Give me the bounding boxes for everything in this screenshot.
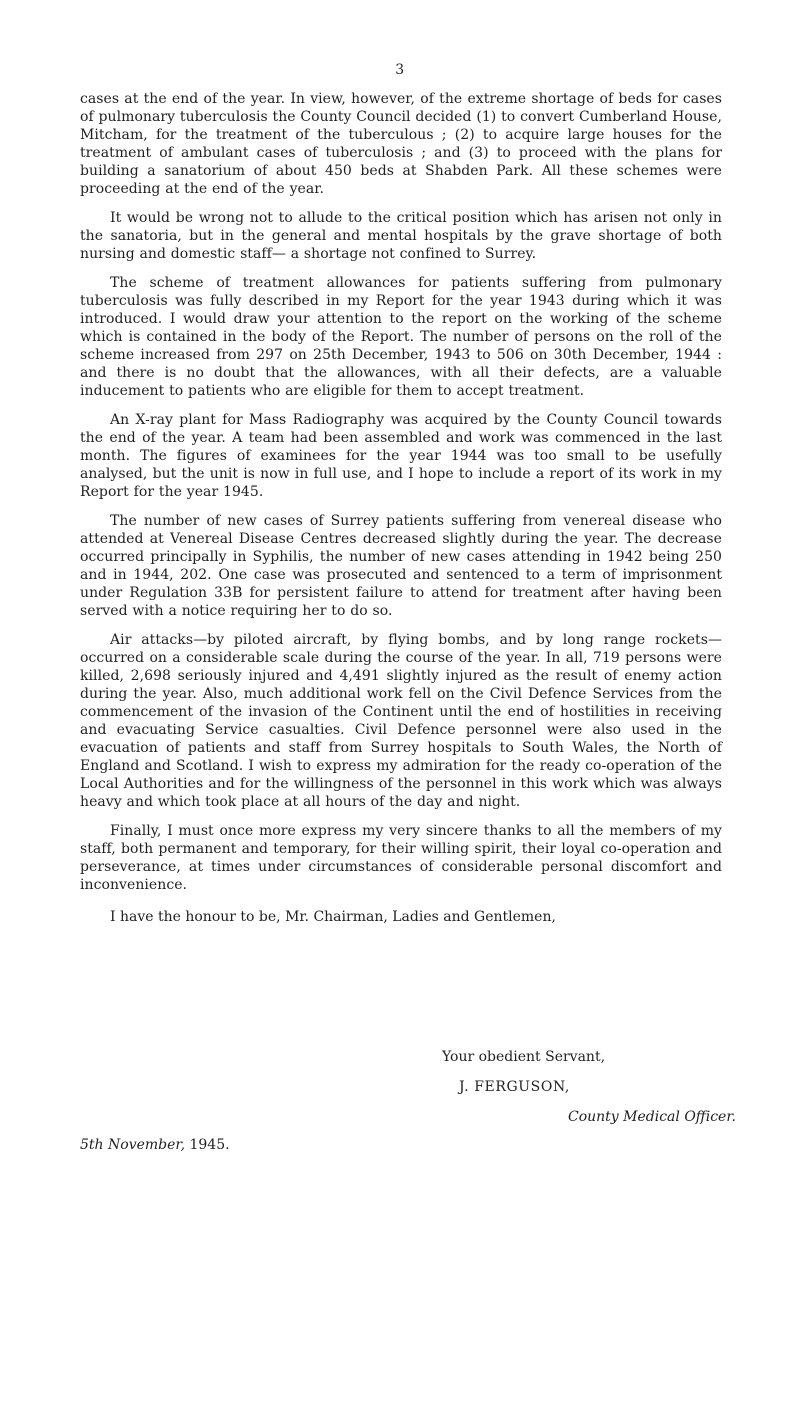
paragraph-staff-shortage: It would be wrong not to allude to the critical position which has arisen not only in the sanatoria, but in the general and mental hospitals by the grave shortage of both nursing and domestic staff— a shortage not confined to Surrey.: [80, 210, 722, 262]
signature-name: J. FERGUSON,: [459, 1079, 570, 1095]
paragraph-venereal-disease: The number of new cases of Surrey patients suffering from venereal disease who attended at Venereal Disease Centres decreased slightly during the year. The decrease occurred principally in Syphilis, the number of new cases attending in 1942 being 250 and in 1944, 202. One case was prosecuted and sentenced to a term of imprisonment under Regulation 33B for persistent failure to attend for treatment after having been served with a notice requiring her to do so.: [80, 513, 722, 619]
letter-date: [80, 1136, 230, 1154]
page-number: 3: [395, 62, 405, 78]
date-day: 5th: [80, 1137, 104, 1153]
letter-body: [80, 90, 722, 940]
paragraph-tuberculosis-beds: cases at the end of the year. In view, however, of the extreme shortage of beds for cases of pulmonary tuberculosis the County Council decided (1) to convert Cumberland House, Mitcham, for the treatment of the tuberculous ; (2) to acquire large houses for the treatment of ambulant cases of tuberculosis ; and (3) to proceed with the plans for building a sanatorium of about 450 beds at Shabden Park. All these schemes were proceeding at the end of the year.: [80, 91, 722, 197]
date-month: November,: [108, 1137, 186, 1153]
closing-salutation: I have the honour to be, Mr. Chairman, Ladies and Gentlemen,: [110, 909, 556, 925]
paragraph-thanks: Finally, I must once more express my very sincere thanks to all the members of my staff, both permanent and temporary, for their willing spirit, their loyal co-operation and perseverance, at times under circumstances of considerable personal discomfort and inconvenience.: [80, 823, 722, 893]
paragraph-treatment-allowances: The scheme of treatment allowances for patients suffering from pulmonary tuberculosis was fully described in my Report for the year 1943 during which it was introduced. I would draw your attention to the report on the working of the scheme which is contained in the body of the Report. The number of persons on the roll of the scheme increased from 297 on 25th December, 1943 to 506 on 30th December, 1944 : and there is no doubt that the allowances, with all their defects, are a valuable inducement to patients who are eligible for them to accept treatment.: [80, 275, 722, 399]
paragraph-mass-radiography: An X-ray plant for Mass Radiography was acquired by the County Council towards the end of the year. A team had been assembled and work was commenced in the last month. The figures of examinees for the year 1944 was too small to be usefully analysed, but the unit is now in full use, and I hope to include a report of its work in my Report for the year 1945.: [80, 412, 722, 500]
date-year: 1945.: [189, 1137, 230, 1153]
signature-title: County Medical Officer.: [568, 1109, 736, 1125]
paragraph-air-attacks: Air attacks—by piloted aircraft, by flying bombs, and by long range rockets—occurred on a considerable scale during the course of the year. In all, 719 persons were killed, 2,698 seriously injured and 4,491 slightly injured as the result of enemy action during the year. Also, much additional work fell on the Civil Defence Services from the commencement of the invasion of the Continent until the end of hostilities in receiving and evacuating Service casualties. Civil Defence personnel were also used in the evacuation of patients and staff from Surrey hospitals to South Wales, the North of England and Scotland. I wish to express my admiration for the ready co-operation of the Local Authorities and for the willingness of the personnel in this work which was always heavy and which took place at all hours of the day and night.: [80, 632, 722, 810]
complimentary-close: Your obedient Servant,: [442, 1049, 606, 1065]
